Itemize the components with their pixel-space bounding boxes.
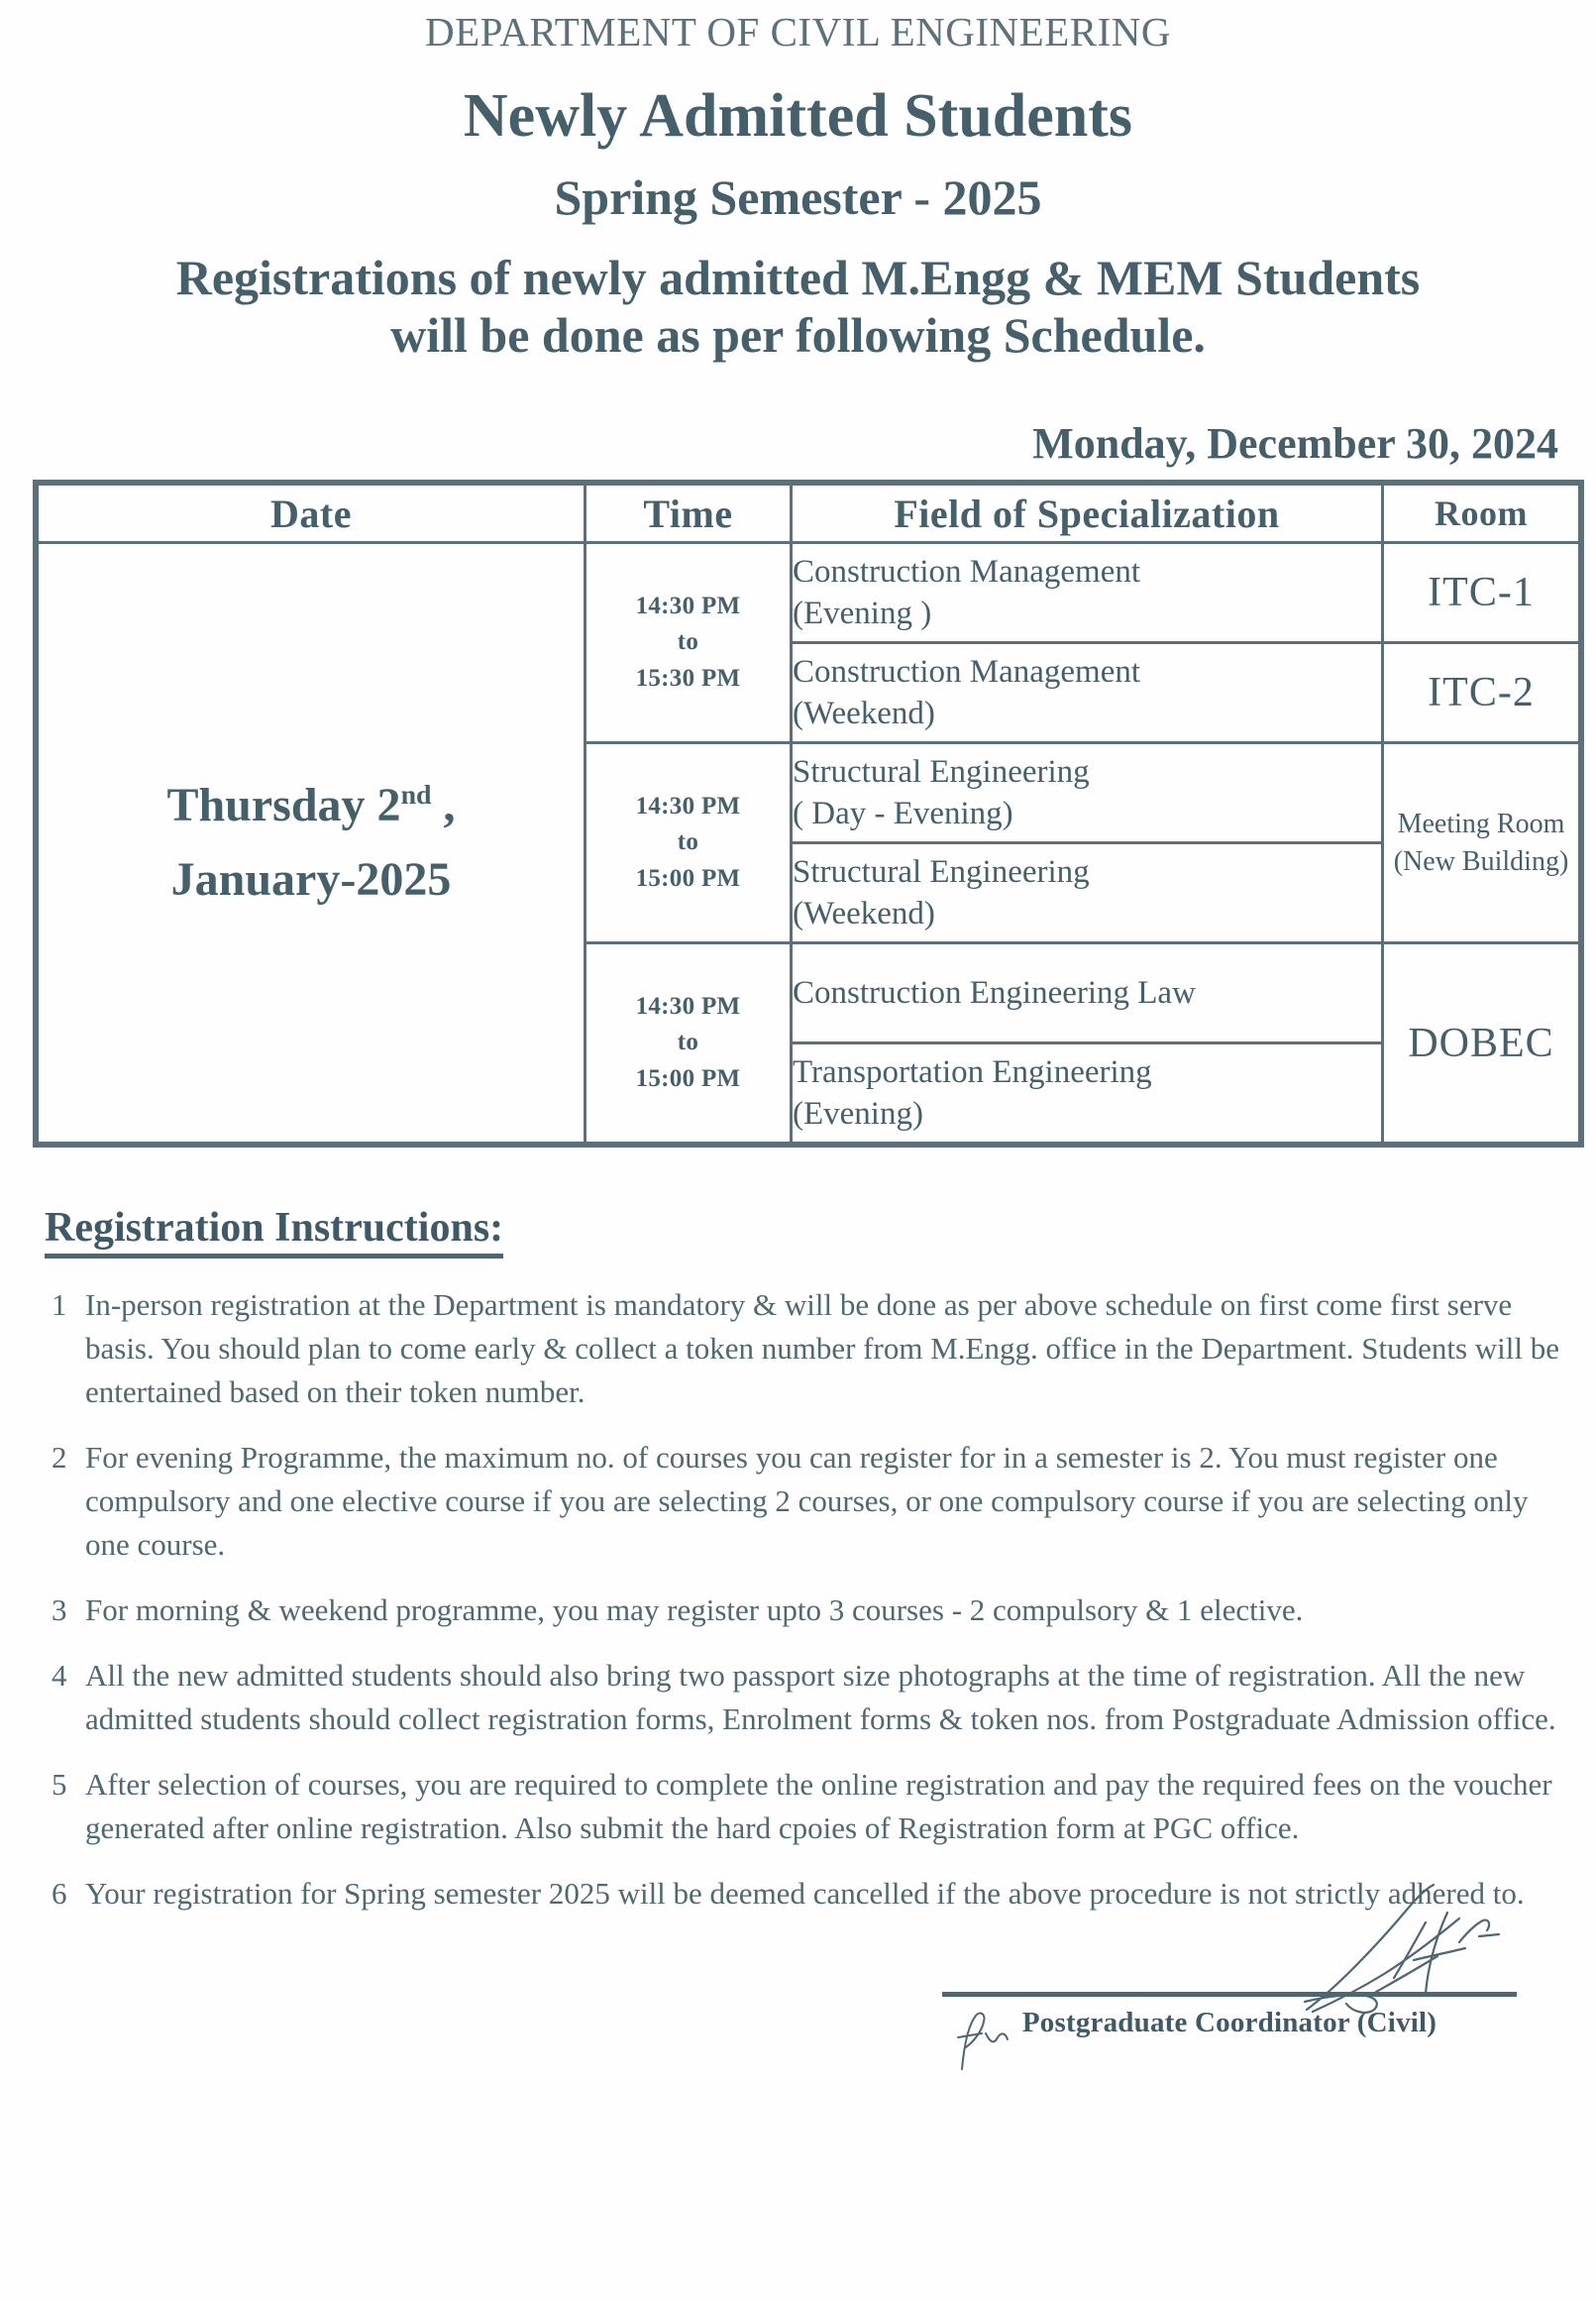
list-item xyxy=(52,1436,1577,1567)
field-mode: (Evening) xyxy=(793,1096,923,1132)
cell-field-4 xyxy=(792,843,1383,943)
list-item xyxy=(52,1589,1577,1632)
field-name: Structural Engineering xyxy=(793,753,1090,790)
time-end: 15:30 PM xyxy=(635,664,741,692)
list-item xyxy=(52,1283,1577,1414)
list-item xyxy=(52,1763,1577,1850)
notice-line-2: will be done as per following Schedule. xyxy=(390,306,1206,363)
instructions-list xyxy=(52,1283,1577,1937)
list-item xyxy=(52,1654,1577,1741)
list-item-number: 5 xyxy=(52,1767,67,1803)
cell-room-2: ITC-2 xyxy=(1383,643,1582,743)
field-name: Structural Engineering xyxy=(793,853,1090,890)
notice-heading xyxy=(0,250,1596,364)
cell-room-dobec: DOBEC xyxy=(1383,943,1582,1146)
time-start: 14:30 PM xyxy=(635,793,741,821)
list-item-number: 2 xyxy=(52,1440,67,1476)
list-item-text: All the new admitted students should also bring two passport size photographs at the time of registration. All the new admitted students should collect registration forms, Enrolment forms & token nos. from Postgraduate Admission office. xyxy=(85,1658,1556,1737)
cell-time-slot-3 xyxy=(585,943,792,1146)
date-day: Thursday 2 xyxy=(166,779,401,832)
schedule-table xyxy=(33,480,1584,1148)
column-header-date: Date xyxy=(36,483,585,543)
issue-date: Monday, December 30, 2024 xyxy=(1032,419,1558,468)
list-item xyxy=(52,1872,1577,1916)
page-title: Newly Admitted Students xyxy=(463,82,1133,150)
list-item-number: 6 xyxy=(52,1876,67,1912)
time-start: 14:30 PM xyxy=(635,993,741,1021)
time-separator: to xyxy=(677,828,699,856)
schedule-table-container xyxy=(33,480,1569,1148)
field-mode: (Weekend) xyxy=(793,896,935,931)
department-heading: DEPARTMENT OF CIVIL ENGINEERING xyxy=(425,9,1171,55)
list-item-text: After selection of courses, you are required to complete the online registration and pay the required fees on the voucher generated after online registration. Also submit the hard cpoies of Registration form at PGC office. xyxy=(85,1767,1552,1846)
column-header-field: Field of Specialization xyxy=(792,483,1383,543)
time-end: 15:00 PM xyxy=(635,864,741,892)
signature-block xyxy=(942,1992,1517,2039)
time-separator: to xyxy=(677,1029,699,1056)
cell-field-6 xyxy=(792,1043,1383,1146)
signature-initial-icon xyxy=(948,2008,1017,2077)
date-ordinal: nd xyxy=(400,780,432,812)
list-item-text: Your registration for Spring semester 2025 will be deemed cancelled if the above procedure is not strictly adhered to. xyxy=(85,1876,1525,1912)
list-item-text: In-person registration at the Department is mandatory & will be done as per above schedule on first come first serve basis. You should plan to come early & collect a token number from M.Engg. office in the Department. Students will be entertained based on their token number. xyxy=(85,1287,1559,1410)
room-name: Meeting Room xyxy=(1397,808,1565,839)
cell-field-5 xyxy=(792,943,1383,1043)
cell-time-slot-2 xyxy=(585,743,792,943)
cell-field-3 xyxy=(792,743,1383,843)
signature-label: Postgraduate Coordinator (Civil) xyxy=(1021,2007,1437,2038)
column-header-room: Room xyxy=(1383,483,1582,543)
list-item-text: For evening Programme, the maximum no. of courses you can register for in a semester is 2. You must register one compulsory and one elective course if you are selecting 2 courses, or one compulsory course if you are selecting only one course. xyxy=(85,1440,1529,1563)
field-mode: (Weekend) xyxy=(793,696,935,731)
time-separator: to xyxy=(677,628,699,656)
instructions-heading: Registration Instructions: xyxy=(45,1204,503,1259)
field-mode: (Evening ) xyxy=(793,596,932,631)
date-month-year: January-2025 xyxy=(170,852,452,906)
column-header-time: Time xyxy=(585,483,792,543)
field-name: Transportation Engineering xyxy=(793,1053,1152,1090)
table-header-row xyxy=(36,483,1581,543)
semester-subtitle: Spring Semester - 2025 xyxy=(554,169,1042,225)
date-comma: , xyxy=(431,779,456,832)
table-row xyxy=(36,543,1581,643)
notice-line-1: Registrations of newly admitted M.Engg & MEM Students xyxy=(175,250,1421,305)
cell-date xyxy=(36,543,585,1146)
time-end: 15:00 PM xyxy=(635,1064,741,1092)
room-detail: (New Building) xyxy=(1393,845,1569,877)
field-name: Construction Management xyxy=(793,653,1141,690)
cell-field-2 xyxy=(792,643,1383,743)
list-item-number: 4 xyxy=(52,1658,67,1694)
cell-time-slot-1 xyxy=(585,543,792,743)
field-name: Construction Engineering Law xyxy=(793,974,1196,1011)
cell-room-1: ITC-1 xyxy=(1383,543,1582,643)
list-item-text: For morning & weekend programme, you may register upto 3 courses - 2 compulsory & 1 elective. xyxy=(85,1592,1304,1628)
cell-room-meeting xyxy=(1383,743,1582,943)
field-name: Construction Management xyxy=(793,553,1141,590)
list-item-number: 3 xyxy=(52,1592,67,1628)
cell-field-1 xyxy=(792,543,1383,643)
list-item-number: 1 xyxy=(52,1287,67,1322)
field-mode: ( Day - Evening) xyxy=(793,796,1013,831)
time-start: 14:30 PM xyxy=(635,593,741,620)
signature-rule xyxy=(942,1992,1517,1997)
